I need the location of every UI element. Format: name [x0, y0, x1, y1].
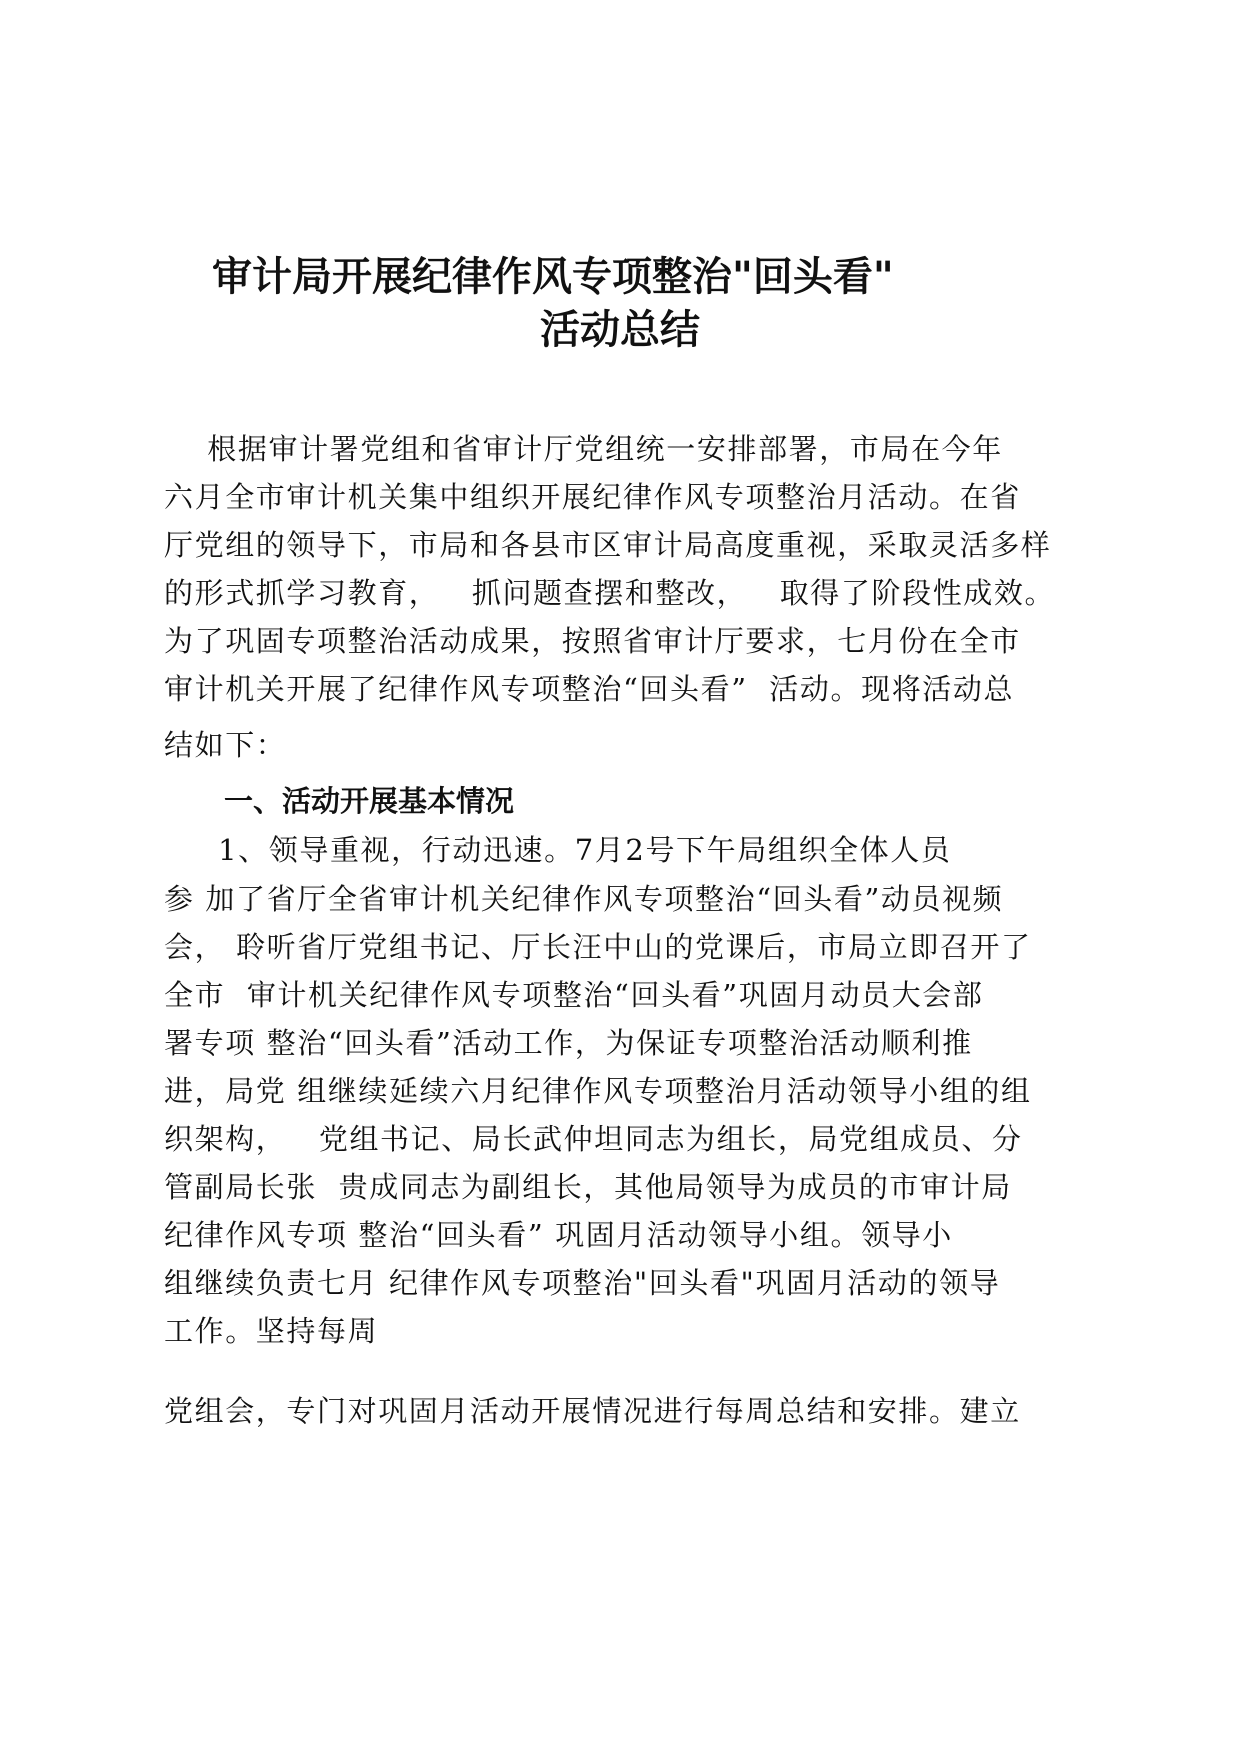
paragraph-line: 进，局党 组继续延续六月纪律作风专项整治月活动领导小组的组 [164, 1074, 1032, 1108]
paragraph-line: 织架构， 党组书记、局长武仲坦同志为组长，局党组成员、分 [164, 1122, 1023, 1156]
document-title-line-1: 审计局开展纪律作风专项整治"回头看" [212, 254, 894, 300]
document-title-line-2: 活动总结 [540, 307, 700, 353]
paragraph-line: 会， 聆听省厅党组书记、厅长汪中山的党课后，市局立即召开了 [164, 930, 1032, 964]
paragraph-line: 组继续负责七月 纪律作风专项整治"回头看"巩固月活动的领导 [164, 1266, 1001, 1300]
paragraph-line: 党组会，专门对巩固月活动开展情况进行每周总结和安排。建立 [164, 1394, 1021, 1428]
paragraph-line: 六月全市审计机关集中组织开展纪律作风专项整治月活动。在省 [164, 480, 1021, 514]
paragraph-line: 的形式抓学习教育， 抓问题查摆和整改， 取得了阶段性成效。 [164, 576, 1056, 610]
paragraph-line: 审计机关开展了纪律作风专项整治“回头看” 活动。现将活动总 [164, 672, 1015, 706]
paragraph-line: 全市 审计机关纪律作风专项整治“回头看”巩固月动员大会部 [164, 978, 984, 1012]
paragraph-line: 署专项 整治“回头看”活动工作，为保证专项整治活动顺利推 [164, 1026, 973, 1060]
paragraph-line: 根据审计署党组和省审计厅党组统一安排部署，市局在今年 [164, 432, 1003, 466]
paragraph-line: 结如下： [164, 728, 287, 762]
section-heading: 一、活动开展基本情况 [224, 784, 515, 818]
paragraph-line: 厅党组的领导下，市局和各县市区审计局高度重视，采取灵活多样 [164, 528, 1052, 562]
paragraph-line: 参 加了省厅全省审计机关纪律作风专项整治“回头看”动员视频 [164, 882, 1004, 916]
paragraph-line: 工作。坚持每周 [164, 1314, 379, 1348]
paragraph-line: 管副局长张 贵成同志为副组长，其他局领导为成员的市审计局 [164, 1170, 1012, 1204]
paragraph-line: 1、领导重视，行动迅速。7月2号下午局组织全体人员 [164, 833, 952, 867]
paragraph-line: 纪律作风专项 整治“回头看” 巩固月活动领导小组。领导小 [164, 1218, 953, 1252]
paragraph-line: 为了巩固专项整治活动成果，按照省审计厅要求，七月份在全市 [164, 624, 1021, 658]
